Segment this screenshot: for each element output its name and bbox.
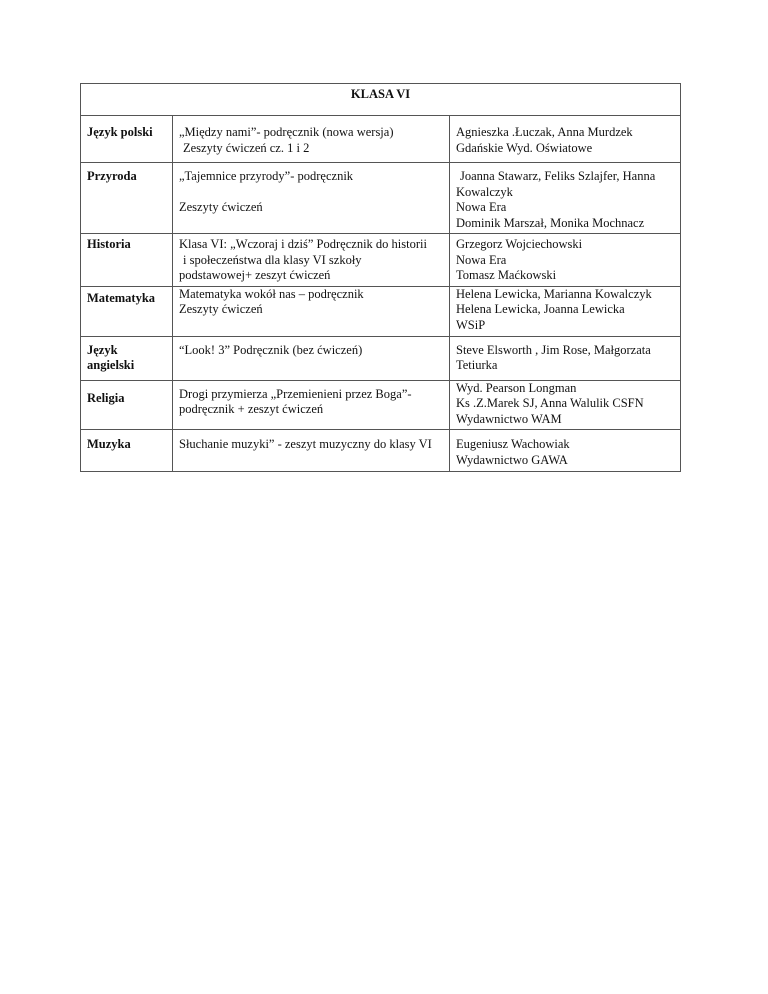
subject-name: Język polski: [87, 125, 153, 139]
author-line: Tomasz Maćkowski: [456, 268, 557, 282]
author-line: Nowa Era: [456, 252, 507, 267]
textbook-line: “Look! 3” Podręcznik (bez ćwiczeń): [179, 342, 363, 357]
author-line: Steve Elsworth , Jim Rose, Małgorzata: [456, 342, 651, 357]
subject-cell: [81, 336, 173, 380]
textbook-line: Zeszyty ćwiczeń: [179, 302, 263, 316]
textbook-line: Klasa VI: „Wczoraj i dziś” Podręcznik do historii: [179, 237, 427, 251]
author-line: Eugeniusz Wachowiak: [456, 437, 570, 451]
author-line: Helena Lewicka, Marianna Kowalczyk: [456, 286, 652, 301]
subject-cell: [81, 234, 173, 287]
author-line: Agnieszka .Łuczak, Anna Murdzek: [456, 125, 633, 139]
textbook-cell: [173, 234, 450, 287]
textbook-list-table: [80, 83, 681, 472]
author-line: Dominik Marszał, Monika Mochnacz: [456, 215, 645, 230]
author-line: Nowa Era: [456, 200, 507, 214]
subject-name: angielski: [87, 358, 135, 372]
textbook-line: Zeszyty ćwiczeń: [179, 199, 263, 214]
table-row: [81, 336, 681, 380]
author-line: Wydawnictwo GAWA: [456, 452, 568, 467]
author-line: Wydawnictwo WAM: [456, 411, 562, 426]
subject-cell: [81, 286, 173, 336]
author-line: Wyd. Pearson Longman: [456, 380, 577, 395]
author-line: Helena Lewicka, Joanna Lewicka: [456, 302, 625, 316]
subject-cell: [81, 430, 173, 472]
table-row: [81, 286, 681, 336]
author-cell: [450, 234, 681, 287]
textbook-cell: [173, 380, 450, 430]
textbook-cell: [173, 163, 450, 234]
table-row: [81, 116, 681, 163]
textbook-line: podstawowej+ zeszyt ćwiczeń: [179, 268, 331, 282]
table-row: [81, 380, 681, 430]
textbook-cell: [173, 430, 450, 472]
author-line: Kowalczyk: [456, 184, 513, 199]
author-cell: [450, 163, 681, 234]
textbook-line: i społeczeństwa dla klasy VI szkoły: [183, 252, 362, 267]
textbook-line: Matematyka wokół nas – podręcznik: [179, 286, 364, 301]
author-line: Grzegorz Wojciechowski: [456, 237, 583, 251]
textbook-line: Drogi przymierza „Przemienieni przez Boga”-: [179, 386, 412, 401]
table-row: [81, 430, 681, 472]
author-line: Joanna Stawarz, Feliks Szlajfer, Hanna: [460, 169, 656, 183]
spacer: [179, 185, 443, 200]
table-header-row: [81, 84, 681, 116]
subject-name: Religia: [87, 390, 125, 405]
table-row: [81, 163, 681, 234]
textbook-line: podręcznik + zeszyt ćwiczeń: [179, 402, 324, 416]
subject-cell: [81, 116, 173, 163]
textbook-cell: [173, 116, 450, 163]
textbook-line: „Tajemnice przyrody”- podręcznik: [179, 169, 354, 183]
author-cell: [450, 116, 681, 163]
subject-cell: [81, 163, 173, 234]
subject-name: Historia: [87, 237, 131, 251]
author-cell: [450, 286, 681, 336]
textbook-line: Słuchanie muzyki” - zeszyt muzyczny do klasy VI: [179, 437, 432, 451]
author-line: Ks .Z.Marek SJ, Anna Walulik CSFN: [456, 396, 644, 410]
subject-cell: [81, 380, 173, 430]
author-line: Gdańskie Wyd. Oświatowe: [456, 140, 593, 155]
textbook-cell: [173, 336, 450, 380]
author-cell: [450, 336, 681, 380]
subject-name: Muzyka: [87, 437, 131, 451]
author-line: Tetiurka: [456, 358, 498, 372]
author-cell: [450, 430, 681, 472]
subject-name: Język: [87, 342, 118, 357]
textbook-line: „Między nami”- podręcznik (nowa wersja): [179, 125, 394, 139]
table-row: [81, 234, 681, 287]
subject-name: Matematyka: [87, 290, 156, 305]
class-heading: KLASA VI: [81, 84, 681, 116]
textbook-line: Zeszyty ćwiczeń cz. 1 i 2: [183, 140, 310, 155]
textbook-cell: [173, 286, 450, 336]
author-cell: [450, 380, 681, 430]
subject-name: Przyroda: [87, 169, 137, 183]
author-line: WSiP: [456, 317, 486, 332]
